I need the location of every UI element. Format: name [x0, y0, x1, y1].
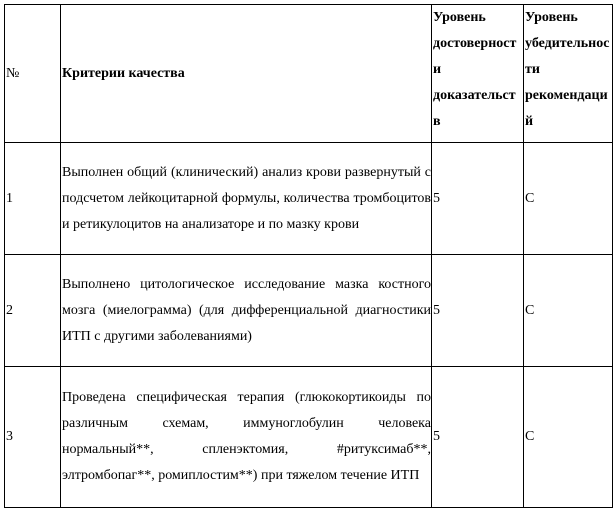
row-number: 2	[5, 255, 61, 367]
row-evidence-level: 5	[432, 143, 524, 255]
row-criteria-text: Проведена специфическая терапия (глюкокортикоиды по различным схемам, иммуноглобулин человека нормальный**, спленэктомия, #ритуксимаб**, элтромбопаг**, ромиплостим**) при тяжелом течение ИТП	[62, 390, 431, 483]
row-recommendation-level: C	[524, 255, 613, 367]
row-number: 3	[5, 367, 61, 508]
row-criteria-text: Выполнено цитологическое исследование мазка костного мозга (миелограмма) (для дифференциальной диагностики ИТП с другими заболеваниями)	[62, 276, 431, 344]
table-row	[5, 367, 613, 508]
row-recommendation-level: C	[524, 143, 613, 255]
row-criteria	[61, 367, 432, 508]
header-number: №	[5, 5, 61, 143]
row-evidence-level: 5	[432, 255, 524, 367]
row-recommendation-level: C	[524, 367, 613, 508]
quality-criteria-table	[4, 4, 613, 508]
header-criteria: Критерии качества	[61, 5, 432, 143]
row-evidence-level: 5	[432, 367, 524, 508]
table-row	[5, 143, 613, 255]
table-header-row	[5, 5, 613, 143]
row-criteria	[61, 143, 432, 255]
header-recommendation-level: Уровень убедительности рекомендаций	[524, 5, 613, 143]
header-evidence-level: Уровень достоверности доказательств	[432, 5, 524, 143]
row-number: 1	[5, 143, 61, 255]
row-criteria-text: Выполнен общий (клинический) анализ крови развернутый с подсчетом лейкоцитарной формулы, количества тромбоцитов и ретикулоцитов на анализаторе и по мазку крови	[62, 164, 431, 232]
table-row	[5, 255, 613, 367]
row-criteria	[61, 255, 432, 367]
